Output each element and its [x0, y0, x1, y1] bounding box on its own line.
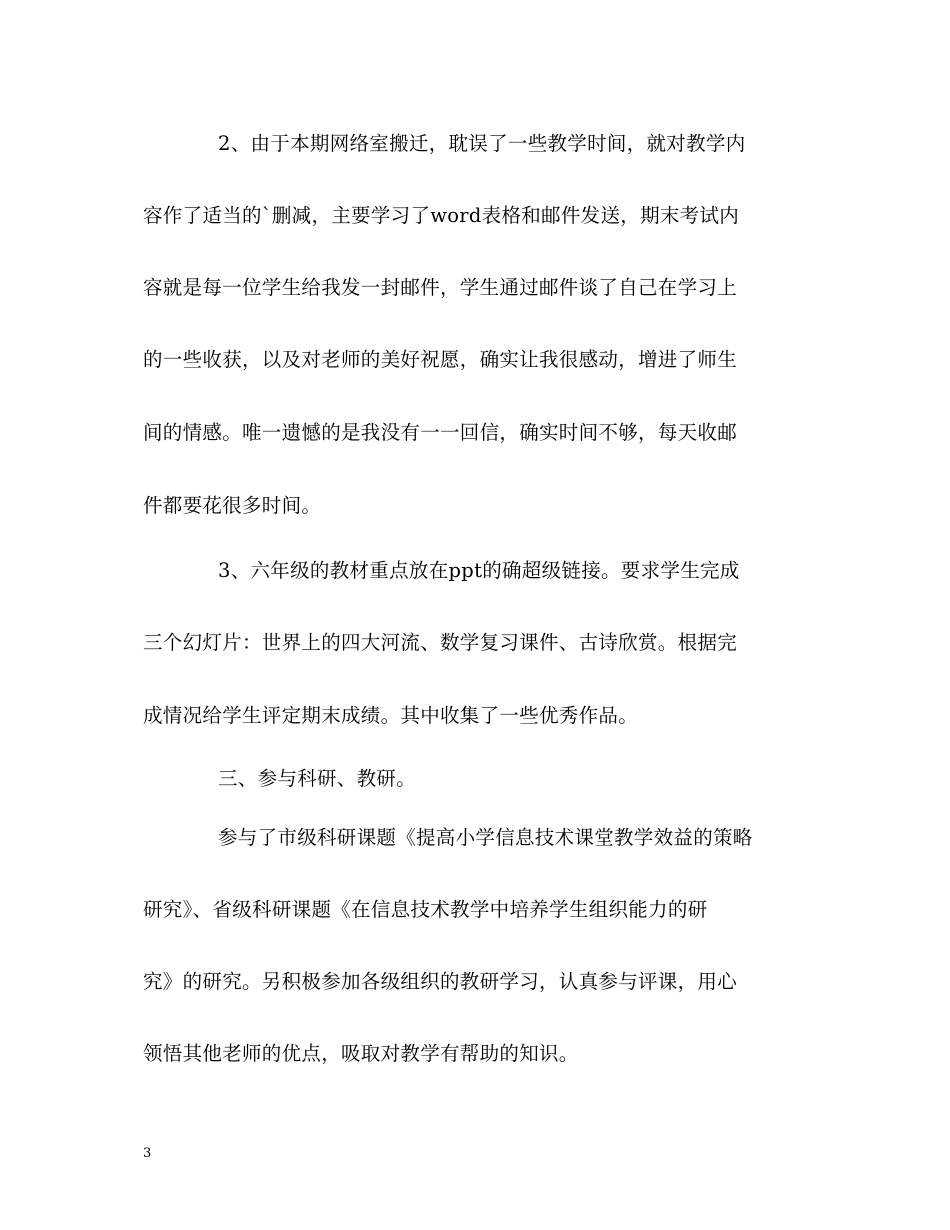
paragraph-4-line-4: 领悟其他老师的优点，吸取对教学有帮助的知识。 [143, 1042, 579, 1065]
paragraph-4-line-1: 参与了市级科研课题《提高小学信息技术课堂教学效益的策略 [218, 826, 753, 849]
paragraph-2-line-4: 的一些收获，以及对老师的美好祝愿，确实让我很感动，增进了师生 [143, 348, 738, 371]
section-heading: 三、参与科研、教研。 [218, 767, 417, 790]
paragraph-2-line-6: 件都要花很多时间。 [143, 494, 322, 517]
paragraph-2-line-3: 容就是每一位学生给我发一封邮件，学生通过邮件谈了自己在学习上 [143, 276, 738, 299]
page-number: 3 [143, 1146, 152, 1161]
paragraph-4-line-3: 究》的研究。另积极参加各级组织的教研学习，认真参与评课，用心 [143, 970, 738, 993]
paragraph-4-line-2: 研究》、省级科研课题《在信息技术教学中培养学生组织能力的研 [143, 898, 708, 921]
paragraph-2-line-2: 容作了适当的`删减，主要学习了word表格和邮件发送，期末考试内 [143, 204, 740, 227]
paragraph-2-line-5: 间的情感。唯一遗憾的是我没有一一回信，确实时间不够，每天收邮 [143, 421, 738, 444]
paragraph-3-line-3: 成情况给学生评定期末成绩。其中收集了一些优秀作品。 [143, 704, 639, 727]
paragraph-3-line-2: 三个幻灯片：世界上的四大河流、数学复习课件、古诗欣赏。根据完 [143, 631, 738, 654]
paragraph-3-line-1: 3、六年级的教材重点放在ppt的确超级链接。要求学生完成 [218, 559, 740, 582]
paragraph-2-line-1: 2、由于本期网络室搬迁，耽误了一些教学时间，就对教学内 [218, 132, 746, 155]
